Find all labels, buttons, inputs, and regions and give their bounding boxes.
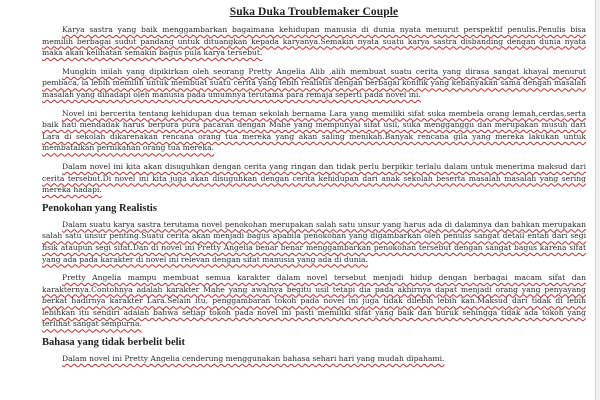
intro-paragraph-3: Novel ini bercerita tentang kehidupan dua teman sekolah bernama Lara yang memiliki sifat suka membela orang lemah,cerdas,serta baik hati mendadak harus berpura pura pacaran dengan Mahe yang mempunyai sifat usil, suka mengganggu dan merupakan musuh dari Lara di sekolah dikarenakan rencana orang tua mereka yang akan saling menikah.Banyak rencana gila yang mereka lakukan untuk membatalkan pernikahan orang tua mereka.: [42, 108, 586, 153]
page-edge: [595, 0, 600, 400]
intro-paragraph-2: Mungkin inilah yang dipikirkan oleh seorang Pretty Angelia Alib ,alih membuat suatu cerita yang dirasa sangat khayal menurut pembaca, ia lebih memilih untuk membuat suatu cerita yang lebih realistis dengan berbagai konflik yang kebanyakan sama dengan masalah masalah yang dihadapi oleh manusia pada umumnya terutama para remaja seperti pada novel ini.: [42, 66, 586, 99]
section-heading-bahasa: Bahasa yang tidak berbelit belit: [42, 337, 185, 349]
intro-paragraph-4: Dalam novel ini kita akan disuguhkan dengan cerita yang ringan dan tidak perlu berpikir terlalu dalam untuk menerima maksud dari cerita tersebut.Di novel ini kita juga akan disuguhkan dengan cerita kehidupan dari anak sekolah beserta masalah masalah yang sering mereka hadapi.: [42, 161, 586, 195]
intro-paragraph-1: Karya sastra yang baik menggambarkan bagaimana kehidupan manusia di dunia nyata menurut perspektif penulis.Penulis bisa memilih berbagai sudut pandang untuk dituangkan kepada karyanya.Semakin nyata suatu karya sastra disbanding dengan dunia nyata maka akan kelihatan semakin bagus pula karya tersebut.: [42, 25, 586, 58]
section-heading-penokohan: Penokohan yang Realistis: [42, 202, 157, 214]
section1-paragraph-1: Dalam suatu karya sastra terutama novel penokohan merupakan salah satu unsur yang harus ada di dalamnya dan bahkan merupakan salah satu unsur penting.Suatu cerita akan menjadi bagus apabila penokohan yang digambarkan oleh penulis sangat detail entah dari segi fisik ataupun segi sifat.Dan di novel ini Pretty Angelia benar benar menggambarkan penokohan tersebut dengan sangat bagus karena sifat yang ada pada karakter di novel ini relevan dengan sifat manusia yang ada di dunia.: [42, 219, 586, 264]
section1-paragraph-2: Pretty Angelia mampu membuat semua karakter dalam novel tersebut menjadi hidup dengan berbagai macam sifat dan karakternya.Contohnya adalah karakter Mahe yang awalnya begitu usil tetapi dia pada akhirnya dapat menjadi orang yang penyayang berkat hadirnya karakter Lara.Selain itu, penggambaran tokoh pada novel ini juga tidak dilebih lebih kan.Maksud dari tidak di lebih lebihkan itu sendiri adalah bahwa setiap tokoh pada novel ini pasti memiliki sifat yang baik dan buruk sehingga tidak ada tokoh yang terlihat sangat sempurna.: [42, 273, 586, 329]
document-title: Suka Duka Troublemaker Couple: [229, 6, 399, 18]
section2-paragraph-1: Dalam novel ini Pretty Angelia cenderung menggunakan bahasa sehari hari yang mudah dipahami.: [62, 354, 445, 364]
